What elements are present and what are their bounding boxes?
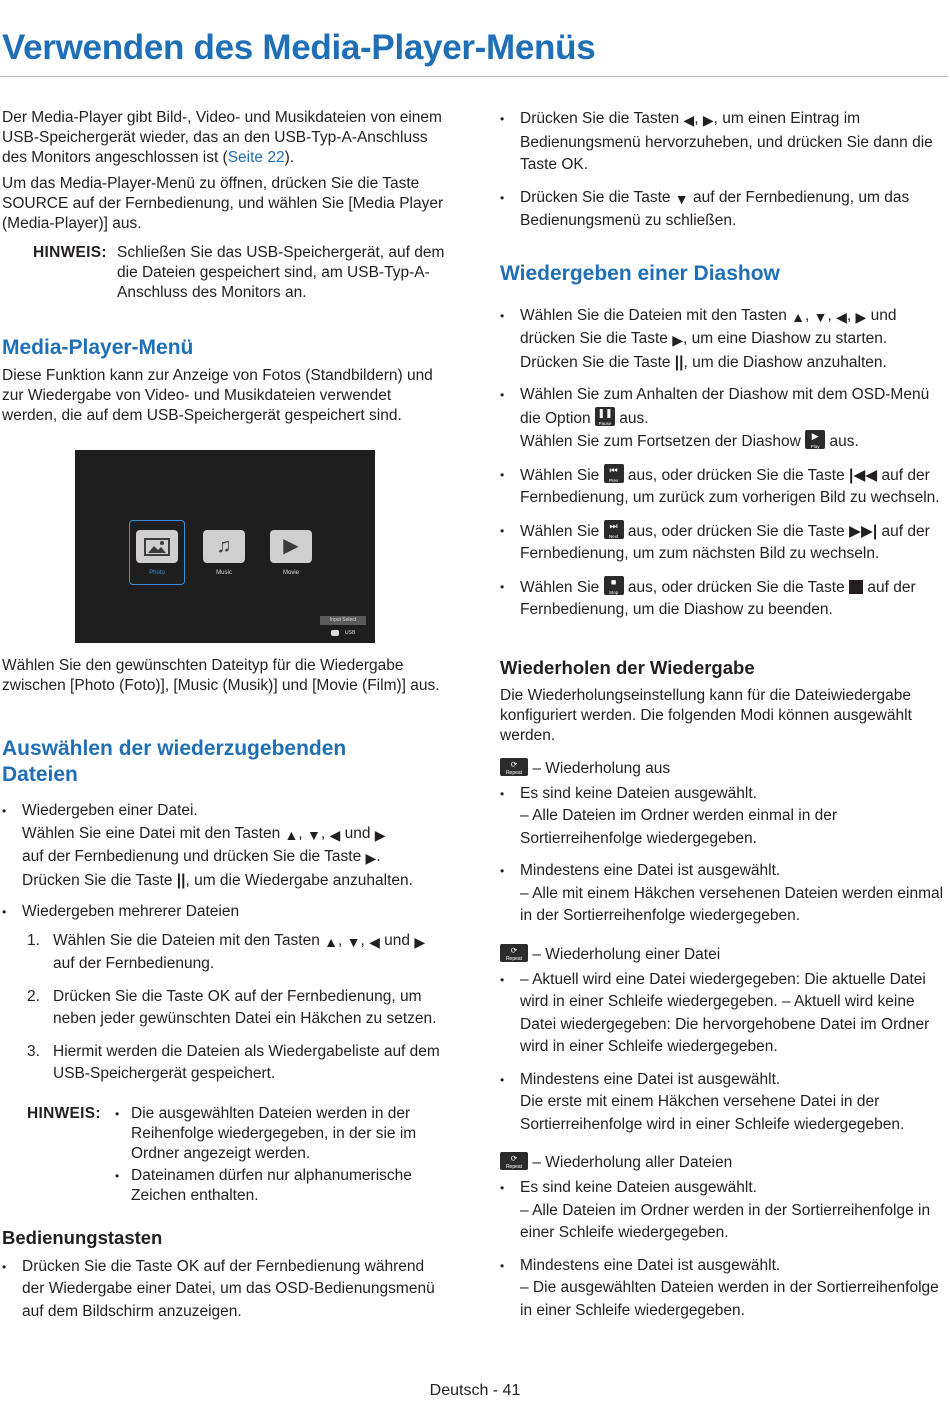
page-link[interactable]: Seite 22 — [227, 149, 285, 166]
text: auf der Fernbedienung. — [53, 955, 215, 972]
usb-label: USB — [345, 630, 356, 636]
text: , um die Diashow anzuhalten. — [683, 353, 887, 371]
heading-select-files: Auswählen der wiederzugebenden Dateien — [2, 737, 347, 786]
up-icon: ▲ — [284, 826, 299, 843]
left-icon: ◀ — [329, 826, 341, 843]
bullet: • — [500, 388, 505, 402]
right-icon: ▶ — [374, 826, 386, 843]
text: , um die Wiedergabe anzuhalten. — [185, 871, 413, 889]
text: Mindestens eine Datei ist ausgewählt. — [520, 1256, 781, 1274]
text: Drücken Sie die Taste OK auf der Fernbedienung, um neben jeder gewünschten Datei ein Häkchen zu setzen. — [53, 987, 437, 1027]
photo-icon[interactable] — [136, 530, 178, 563]
text: Es sind keine Dateien ausgewählt. — [520, 1179, 757, 1196]
icon-caption: Repeat — [505, 769, 523, 776]
list-item-slideshow-stop — [500, 576, 948, 622]
bullet: • — [500, 308, 505, 323]
left-icon: ◀ — [836, 308, 847, 325]
icon-caption: Play — [810, 444, 820, 449]
icon-caption: Repeat — [505, 955, 523, 962]
bullet: • — [500, 523, 505, 538]
down-icon: ▼ — [813, 308, 828, 325]
pause-icon: || — [674, 353, 684, 371]
text: Wählen Sie — [520, 522, 604, 540]
text: aus. — [825, 433, 859, 450]
text: – Wiederholung einer Datei — [532, 945, 721, 963]
right-column — [500, 108, 948, 1322]
list-item-keys-highlight: • Drücken Sie die Tasten ◀, ▶, um einen Eintrag im Bedienungsmenü hervorzuheben, und drücken Sie dann die Taste OK. — [500, 110, 933, 173]
list-item-slideshow-next — [500, 520, 948, 566]
text: , um eine Diashow zu starten. — [683, 330, 888, 347]
osd-pause-icon: ❚❚ Pause — [595, 407, 615, 426]
text: Wählen Sie zum Anhalten der Diashow mit dem OSD-Menü die Option — [520, 386, 930, 427]
heading-media-player-menu: Media-Player-Menü — [2, 336, 194, 359]
text: , um einen Eintrag im Bedienungsmenü hervorzuheben, und drücken Sie dann die Taste OK. — [520, 110, 933, 173]
music-label: Music — [216, 570, 232, 576]
osd-next-icon: ⏭ Next — [604, 520, 624, 539]
text: auf der Fernbedienung, um das Bedienungsmenü zu schließen. — [520, 188, 910, 229]
page-title: Verwenden des Media-Player-Menüs — [2, 28, 596, 67]
text: Die ausgewählten Dateien werden in der Reihenfolge wiedergegeben, in der sie im Ordner angezeigt werden. — [131, 1104, 417, 1162]
repeat-icon: ⟳ Repeat — [500, 758, 528, 776]
bullet: • — [500, 1072, 505, 1087]
text: Drücken Sie die Taste OK auf der Fernbedienung während der Wiedergabe einer Datei, um das OSD-Bedienungsmenü auf dem Bildschirm anzuzeigen. — [22, 1257, 435, 1320]
repeat-one-item-2 — [500, 1069, 948, 1137]
text: aus, oder drücken Sie die Taste — [623, 466, 850, 484]
list-item-multiple-files — [2, 901, 450, 924]
right-icon: ▶ — [855, 308, 867, 325]
note-text: Schließen Sie das USB-Speichergerät, auf dem die Dateien gespeichert sind, am USB-Typ-A-Anschluss des Monitors an. — [117, 244, 445, 301]
list-item-keys-close — [500, 187, 948, 233]
music-icon[interactable]: ♫ — [203, 530, 245, 563]
icon-caption: Pause — [598, 420, 612, 426]
text: Wählen Sie die Dateien mit den Tasten — [53, 931, 325, 949]
multi-file-title: Wiedergeben mehrerer Dateien — [22, 903, 240, 920]
text: – Aktuell wird eine Datei wiedergegeben: Die aktuelle Datei wird in einer Schleife wiedergegeben. – Aktuell wird keine Datei wiedergegeben: Die hervorgehobene Datei im Ordner wird in einer Schleife wiedergegeben. — [520, 970, 930, 1055]
text: auf der Fernbedienung, um zurück zum vorherigen Bild zu wechseln. — [520, 466, 940, 506]
text: Dateinamen dürfen nur alphanumerische Zeichen enthalten. — [131, 1166, 412, 1204]
text: – Alle mit einem Häkchen versehenen Dateien werden einmal in der Sortierreihenfolge wiedergegeben. — [520, 884, 944, 924]
osd-play-icon: ▶ Play — [805, 430, 825, 449]
right-icon: ▶ — [414, 933, 426, 950]
text: Mindestens eine Datei ist ausgewählt. — [520, 1070, 781, 1088]
text: Mindestens eine Datei ist ausgewählt. — [520, 862, 781, 879]
list-item-slideshow-start: • Wählen Sie die Dateien mit den Tasten ▲, ▼, ◀, ▶ und drücken Sie die Taste ▶, um eine Diashow zu starten. Drücken Sie die Taste ||, um die Diashow anzuhalten. — [500, 306, 897, 371]
note-label: HINWEIS: — [33, 244, 107, 261]
list-item-single-file — [2, 800, 450, 892]
repeat-all-title — [500, 1152, 948, 1173]
repeat-off-title — [500, 758, 948, 779]
text: Die erste mit einem Häkchen versehene Datei in der Sortierreihenfolge wird in einer Schleife wiedergegeben. — [520, 1093, 905, 1133]
play-icon: ▶ — [672, 332, 684, 348]
right-icon: ▶ — [702, 112, 714, 128]
note-bullet-2 — [115, 1166, 435, 1206]
left-column — [2, 108, 450, 426]
repeat-off-item-2 — [500, 860, 948, 928]
repeat-icon: ⟳ Repeat — [500, 1152, 528, 1170]
bullet: • — [500, 1181, 505, 1195]
repeat-one-title — [500, 944, 948, 965]
single-file-line-1: Wählen Sie eine Datei mit den Tasten ▲, ▼, ◀ und ▶ — [22, 823, 450, 847]
bullet: • — [115, 1168, 120, 1183]
step-number: 2. — [27, 987, 40, 1005]
note-order — [2, 1104, 450, 1206]
icon-caption: Repeat — [505, 1164, 523, 1170]
stop-key-icon — [849, 580, 863, 594]
bullet: • — [500, 467, 505, 482]
intro-paragraph — [2, 108, 450, 168]
movie-label: Movie — [282, 570, 299, 576]
heading-slideshow: Wiedergeben einer Diashow — [500, 261, 780, 285]
icon-caption: Stop — [608, 589, 619, 595]
heading-repeat: Wiederholen der Wiedergabe — [500, 656, 755, 678]
text: Drücken Sie die Taste — [520, 353, 675, 371]
bullet: • — [2, 1259, 7, 1274]
up-icon: ▲ — [791, 308, 805, 325]
list-item-slideshow-prev — [500, 464, 948, 510]
repeat-icon: ⟳ Repeat — [500, 944, 528, 962]
title-rule — [0, 76, 948, 77]
text: Wählen Sie eine Datei mit den Tasten — [22, 824, 285, 842]
text: Es sind keine Dateien ausgewählt. — [520, 784, 757, 802]
step-number: 1. — [27, 931, 40, 949]
icon-caption: Next — [608, 533, 619, 539]
intro-text: Der Media-Player gibt Bild-, Video- und Musikdateien von einem USB-Speichergerät wieder, das an den USB-Typ-A-Anschluss des Monitors angeschlossen ist ( — [2, 109, 442, 166]
bullet: • — [500, 1258, 505, 1273]
step-3 — [2, 1041, 450, 1086]
page-footer: Deutsch - 41 — [429, 1382, 521, 1399]
text: Hiermit werden die Dateien als Wiedergabeliste auf dem USB-Speichergerät gespeichert. — [53, 1042, 440, 1082]
left-icon: ◀ — [683, 112, 695, 128]
text: Wählen Sie zum Fortsetzen der Diashow — [520, 433, 806, 450]
movie-icon[interactable]: ▶ — [270, 530, 312, 563]
bullet: • — [500, 579, 505, 594]
list-item-slideshow-pause — [500, 384, 948, 454]
previous-key-icon: |◀◀ — [849, 466, 878, 484]
single-file-line-2: auf der Fernbedienung und drücken Sie die Taste ▶. — [22, 846, 450, 870]
repeat-one-item-1 — [500, 969, 948, 1059]
bullet: • — [2, 804, 7, 818]
text: – Wiederholung aus — [532, 759, 671, 777]
note-label: HINWEIS: — [27, 1104, 101, 1122]
text: aus, oder drücken Sie die Taste — [623, 578, 850, 596]
repeat-intro: Die Wiederholungseinstellung kann für die Dateiwiedergabe konfiguriert werden. Die folgenden Modi können ausgewählt werden. — [500, 686, 912, 744]
step-number: 3. — [27, 1042, 40, 1060]
step-2 — [2, 986, 450, 1031]
intro-text-end: ). — [284, 149, 295, 166]
text: Wählen Sie — [520, 578, 604, 596]
text: Wählen Sie — [520, 466, 604, 484]
text: aus. — [614, 409, 649, 427]
heading-control-keys: Bedienungstasten — [2, 1226, 163, 1248]
text: Drücken Sie die Tasten — [520, 110, 684, 127]
list-item-keys-ok — [2, 1256, 450, 1324]
up-icon: ▲ — [324, 933, 338, 950]
down-icon: ▼ — [674, 190, 689, 207]
usb-icon — [331, 630, 339, 636]
icon-caption: Prev — [608, 477, 619, 483]
bullet: • — [500, 112, 505, 126]
menu-description: Diese Funktion kann zur Anzeige von Fotos (Standbildern) und zur Wiedergabe von Video- und Musikdateien verwendet werden, die auf dem USB-Speichergerät gespeichert sind. — [2, 367, 433, 424]
input-select-button[interactable]: Input Select — [320, 616, 366, 625]
repeat-all-item-1 — [500, 1177, 948, 1245]
step-1: 1. Wählen Sie die Dateien mit den Tasten ▲, ▼, ◀ und ▶ auf der Fernbedienung. — [27, 931, 426, 972]
text: – Alle Dateien im Ordner werden in der Sortierreihenfolge in einer Schleife wiedergegeben. — [520, 1201, 931, 1241]
media-player-screenshot — [75, 450, 375, 643]
single-file-line-3 — [22, 870, 450, 893]
bullet: • — [115, 1106, 120, 1121]
left-icon: ◀ — [369, 933, 380, 950]
bullet: • — [500, 972, 505, 987]
down-icon: ▼ — [346, 933, 361, 950]
play-icon: ▶ — [365, 850, 377, 866]
text: Wählen Sie die Dateien mit den Tasten — [520, 306, 792, 324]
osd-stop-icon: ■ Stop — [604, 576, 624, 595]
text: Drücken Sie die Taste — [22, 871, 177, 889]
next-key-icon: ▶▶| — [849, 522, 878, 540]
note-bullet-1 — [115, 1104, 435, 1164]
text: – Alle Dateien im Ordner werden einmal in der Sortierreihenfolge wiedergegeben. — [520, 807, 838, 847]
note-usb — [2, 243, 450, 303]
text: auf der Fernbedienung, um zum nächsten Bild zu wechseln. — [520, 522, 930, 562]
text: – Wiederholung aller Dateien — [532, 1154, 733, 1171]
choose-filetype-text: Wählen Sie den gewünschten Dateityp für die Wiedergabe zwischen [Photo (Foto)], [Music (Musik)] und [Movie (Film)] aus. — [2, 657, 440, 694]
text: auf der Fernbedienung, um die Diashow zu beenden. — [520, 578, 916, 618]
bullet: • — [500, 190, 505, 205]
pause-icon: || — [176, 871, 186, 889]
text: – Die ausgewählten Dateien werden in der Sortierreihenfolge in einer Schleife wiedergegeben. — [520, 1279, 939, 1319]
single-file-title: Wiedergeben einer Datei. — [22, 802, 198, 819]
down-icon: ▼ — [307, 826, 321, 843]
bullet: • — [2, 905, 7, 919]
osd-prev-icon: ⏮ Prev — [604, 464, 624, 483]
text: auf der Fernbedienung und drücken Sie die Taste — [22, 848, 366, 865]
text: Drücken Sie die Taste — [520, 188, 675, 206]
bullet: • — [500, 864, 505, 878]
intro-paragraph-2: Um das Media-Player-Menü zu öffnen, drücken Sie die Taste SOURCE auf der Fernbedienung, und wählen Sie [Media Player (Media-Player)] aus. — [2, 175, 444, 232]
left-column-lower — [2, 656, 450, 1323]
text: und drücken Sie die Taste — [520, 306, 897, 347]
repeat-off-item-1 — [500, 783, 948, 851]
bullet: • — [500, 786, 505, 801]
photo-label: Photo — [149, 570, 165, 576]
text: und — [340, 824, 375, 842]
repeat-all-item-2 — [500, 1255, 948, 1323]
text: aus, oder drücken Sie die Taste — [623, 522, 850, 540]
